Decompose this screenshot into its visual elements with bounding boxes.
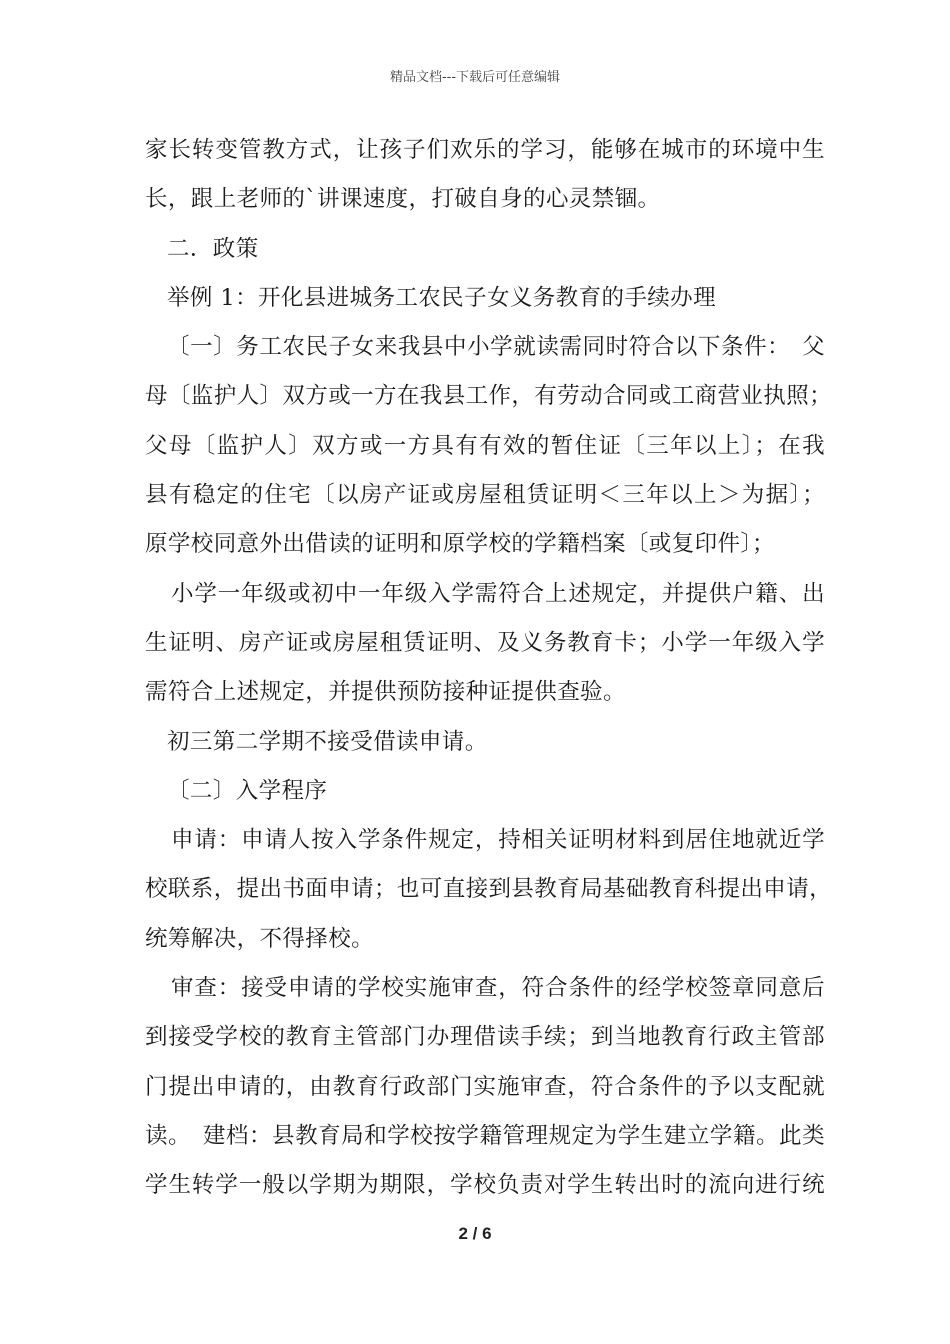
body-line: 县有稳定的住宅〔以房产证或房屋租赁证明＜三年以上＞为据〕；	[145, 482, 825, 509]
body-line: 生证明、房产证或房屋租赁证明、及义务教育卡；小学一年级入学	[145, 629, 825, 656]
body-line: 门提出申请的，由教育行政部门实施审查，符合条件的予以支配就	[145, 1073, 825, 1100]
body-line: 审查：接受申请的学校实施审查，符合条件的经学校签章同意后	[171, 975, 825, 1002]
body-line: 读。 建档：县教育局和学校按学籍管理规定为学生建立学籍。此类	[145, 1122, 825, 1149]
body-line: 原学校同意外出借读的证明和原学校的学籍档案〔或复印件〕；	[145, 531, 775, 558]
body-line: 初三第二学期不接受借读申请。	[167, 728, 488, 755]
example-heading: 举例 1：开化县进城务工农民子女义务教育的手续办理	[167, 284, 716, 311]
body-line: 统筹解决，不得择校。	[145, 925, 375, 952]
page-header: 精品文档---下载后可任意编辑	[389, 70, 561, 85]
body-line: 申请：申请人按入学条件规定，持相关证明材料到居住地就近学	[171, 827, 825, 854]
body-line: 需符合上述规定，并提供预防接种证提供查验。	[145, 679, 626, 706]
body-line: 长，跟上老师的`讲课速度，打破自身的心灵禁锢。	[145, 186, 661, 213]
body-line: 母〔监护人〕双方或一方在我县工作，有劳动合同或工商营业执照；	[145, 383, 833, 410]
section-heading: 二．政策	[167, 235, 259, 262]
body-line: 家长转变管教方式，让孩子们欢乐的学习，能够在城市的环境中生	[145, 137, 825, 163]
subsection-heading: 〔一〕务工农民子女来我县中小学就读需同时符合以下条件： 父	[167, 334, 825, 361]
body-line: 小学一年级或初中一年级入学需符合上述规定，并提供户籍、出	[171, 580, 825, 607]
body-line: 到接受学校的教育主管部门办理借读手续；到当地教育行政主管部	[145, 1024, 825, 1051]
subsection-heading: 〔二〕入学程序	[167, 777, 328, 804]
body-line: 校联系，提出书面申请；也可直接到县教育局基础教育科提出申请，	[145, 876, 833, 903]
document-body	[145, 126, 833, 1211]
body-line: 父母〔监护人〕双方或一方具有有效的暂住证〔三年以上〕；在我	[145, 432, 825, 459]
page-number: 2 / 6	[458, 1224, 492, 1243]
body-line: 学生转学一般以学期为期限，学校负责对学生转出时的流向进行统	[145, 1172, 825, 1199]
